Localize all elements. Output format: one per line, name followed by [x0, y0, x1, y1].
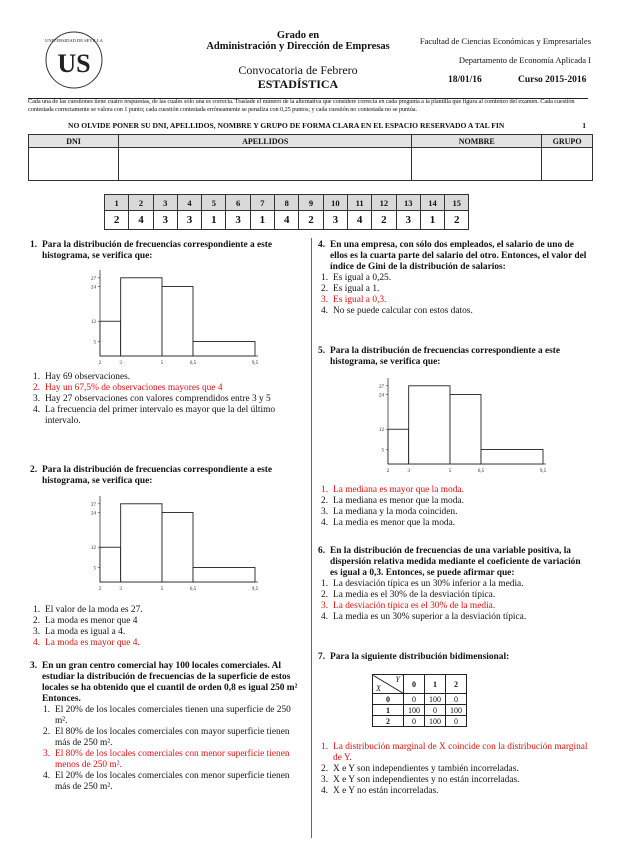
option-7-2[interactable]: 2. X e Y son independientes y también incorreladas.: [321, 764, 519, 774]
dni-field[interactable]: [29, 148, 119, 181]
y-tick-label: 24: [91, 511, 96, 517]
question-3-text: En un gran centro comercial hay 100 locales comerciales. Al estudiar la distribución de frecuencias de la superficie de estos locales se ha obtenido que el cuantil de orden 0,8 es igual 250 m² Entonces.: [42, 661, 298, 704]
table-corner: [373, 675, 404, 694]
question-7-options: [318, 742, 590, 797]
table-cell: 0: [425, 705, 446, 716]
answer-value: 2: [299, 211, 323, 230]
question-2-number: 2.: [30, 465, 38, 475]
question-2: [30, 465, 302, 487]
question-7-title: [318, 652, 590, 663]
y-tick-label: 5: [381, 448, 384, 454]
corner-x-label: X: [376, 684, 381, 693]
option-6-4[interactable]: 4. La media es un 30% superior a la desviación típica.: [321, 612, 527, 622]
question-5-title: [318, 346, 590, 368]
grupo-field[interactable]: [542, 148, 593, 181]
histogram-bar: [121, 278, 162, 356]
nombre-field[interactable]: [412, 148, 542, 181]
apellidos-header: APELLIDOS: [119, 135, 412, 148]
question-3: [30, 661, 302, 793]
question-4: [318, 240, 590, 317]
option-6-1[interactable]: 1. La desviación típica es un 30% inferior a la media.: [321, 579, 524, 589]
option-1-4[interactable]: 4. La frecuencia del primer intervalo es mayor que la del último intervalo.: [33, 405, 276, 426]
option-3-1[interactable]: 1. El 20% de los locales comerciales tienen una superficie de 250 m².: [43, 705, 291, 726]
option-5-4[interactable]: 4. La media es menor que la moda.: [321, 518, 456, 528]
histogram-q1: [70, 268, 260, 368]
col-header: 2: [446, 675, 467, 694]
answer-value: 3: [177, 211, 201, 230]
answer-number: 5: [202, 195, 226, 211]
option-5-3[interactable]: 3. La mediana y la moda coinciden.: [321, 507, 458, 517]
question-7-text: Para la siguiente distribución bidimensional:: [330, 652, 510, 662]
answer-value: 1: [250, 211, 274, 230]
option-1-2[interactable]: 2. Hay un 67,5% de observaciones mayores que 4: [33, 383, 223, 393]
histogram-bar: [388, 429, 409, 464]
exam-header: [28, 26, 591, 99]
instructions: Cada una de las cuestiones tiene cuatro respuestas, de las cuales sólo una es correcta. Traslade el número de la alternativa que considere correcta en cada pregunta a la plantilla que figura al comienzo del examen. Cada cuestión contestada correctamente se valora con 1 punto; cada cuestión contestada erróneamente se penaliza con 0,25 puntos; y cada cuestión no contestada no se puntúa.: [28, 98, 575, 113]
table-row: [373, 705, 467, 716]
answer-number: 10: [323, 195, 347, 211]
subject-title: ESTADÍSTICA: [257, 77, 339, 91]
y-tick-label: 12: [91, 320, 96, 326]
option-1-1[interactable]: 1. Hay 69 observaciones.: [33, 372, 131, 382]
histogram-bar: [193, 342, 255, 356]
table-row: [373, 694, 467, 705]
y-tick-label: 5: [93, 566, 96, 572]
option-6-3[interactable]: 3. La desviación típica es el 30% de la media.: [321, 601, 496, 611]
table-cell: 0: [404, 694, 425, 705]
col-header: 0: [404, 675, 425, 694]
answer-grid: [104, 194, 469, 230]
table-cell: 100: [446, 705, 467, 716]
x-tick-label: 5: [160, 361, 164, 366]
option-2-2[interactable]: 2. La moda es menor que 4: [33, 616, 138, 626]
answer-number: 14: [420, 195, 444, 211]
answer-number: 6: [226, 195, 250, 211]
answer-value: 4: [347, 211, 371, 230]
option-4-3[interactable]: 3. Es igual a 0,3.: [321, 295, 387, 305]
x-tick-label: 2: [386, 469, 390, 474]
table-cell: 0: [404, 716, 425, 727]
notice-text: NO OLVIDE PONER SU DNI, APELLIDOS, NOMBRE Y GRUPO DE FORMA CLARA EN EL ESPACIO RESERVADO A TAL FIN: [68, 121, 505, 130]
option-2-1[interactable]: 1. El valor de la moda es 27.: [33, 605, 143, 615]
question-4-title: [318, 240, 590, 273]
option-4-1[interactable]: 1. Es igual a 0,25.: [321, 273, 392, 283]
question-7-number: 7.: [318, 652, 326, 662]
table-row: [373, 716, 467, 727]
logo-mark: US: [57, 49, 91, 78]
option-3-4[interactable]: 4. El 20% de los locales comerciales con menor superficie tienen más de 250 m².: [43, 771, 290, 792]
histogram-bar: [481, 450, 543, 464]
question-1-number: 1.: [30, 240, 38, 250]
histogram-q5: [358, 376, 548, 476]
answer-value: 4: [129, 211, 153, 230]
course: Curso 2015-2016: [518, 75, 587, 85]
table-cell: 0: [446, 694, 467, 705]
option-2-4[interactable]: 4. La moda es mayor que 4.: [33, 638, 140, 648]
question-6-title: [318, 546, 590, 579]
answer-number: 9: [299, 195, 323, 211]
table-cell: 0: [446, 716, 467, 727]
answer-number: 2: [129, 195, 153, 211]
table-cell: 100: [425, 716, 446, 727]
histogram-bar: [100, 321, 121, 356]
convocatoria: Convocatoria de Febrero: [238, 63, 358, 77]
option-4-4[interactable]: 4. No se puede calcular con estos datos.: [321, 306, 473, 316]
question-1-options: [30, 372, 302, 427]
answer-number: 13: [396, 195, 420, 211]
column-divider: [311, 238, 312, 838]
y-tick-label: 24: [91, 285, 96, 291]
dni-header: DNI: [29, 135, 119, 148]
option-5-2[interactable]: 2. La mediana es menor que la moda.: [321, 496, 464, 506]
question-5-text: Para la distribución de frecuencias correspondiente a este histograma, se verifica que:: [330, 346, 561, 367]
answer-number: 8: [275, 195, 299, 211]
department: Departamento de Economía Aplicada I: [458, 55, 591, 65]
question-6-text: En la distribución de frecuencias de una variable positiva, la dispersión relativa medida mediante el coeficiente de variación es igual a 0,3. Entonces, se puede afirmar que:: [330, 546, 581, 578]
question-4-text: En una empresa, con sólo dos empleados, el salario de uno de ellos es la cuarta parte del salario del otro. Entonces, el valor del índice de Gini de la distribución de salarios:: [330, 240, 587, 272]
notice-number: 1: [582, 121, 586, 130]
question-6-number: 6.: [318, 546, 326, 556]
answer-value: 1: [420, 211, 444, 230]
answer-value: 3: [153, 211, 177, 230]
nombre-header: NOMBRE: [412, 135, 542, 148]
question-5-number: 5.: [318, 346, 326, 356]
histogram-bar: [121, 504, 162, 582]
histogram-bar: [162, 512, 193, 582]
corner-y-label: Y: [395, 675, 400, 684]
answer-value: 3: [396, 211, 420, 230]
question-2-options: [30, 605, 302, 649]
student-id-table: [28, 134, 593, 181]
question-1: [30, 240, 302, 262]
table-cell: 100: [425, 694, 446, 705]
answer-value: 2: [445, 211, 469, 230]
degree-line1: Grado en: [276, 30, 320, 41]
option-3-2[interactable]: 2. El 80% de los locales comerciales con mayor superficie tienen más de 250 m².: [43, 727, 290, 748]
answer-number: 4: [177, 195, 201, 211]
answer-value: 3: [323, 211, 347, 230]
answer-value: 1: [202, 211, 226, 230]
x-tick-label: 3: [119, 361, 122, 366]
x-tick-label: 6,5: [189, 361, 197, 366]
logo-text: UNIVERSIDAD DE SEVILLA: [45, 38, 103, 43]
x-tick-label: 6,5: [189, 587, 197, 592]
x-tick-label: 2: [98, 361, 102, 366]
histogram-bar: [162, 286, 193, 356]
x-tick-label: 9,5: [539, 469, 547, 474]
y-tick-label: 12: [91, 546, 96, 552]
question-7: [318, 652, 590, 663]
option-7-3[interactable]: 3. X e Y son independientes y no están incorreladas.: [321, 775, 520, 785]
bivariate-table: [372, 674, 467, 727]
histogram-q2: [70, 494, 260, 594]
option-4-2[interactable]: 2. Es igual a 1.: [321, 284, 380, 294]
y-tick-label: 27: [91, 502, 96, 508]
question-2-text: Para la distribución de frecuencias correspondiente a este histograma, se verifica que:: [42, 465, 273, 486]
question-1-title: [30, 240, 302, 262]
answer-number: 7: [250, 195, 274, 211]
university-logo: [38, 30, 110, 90]
answer-number: 3: [153, 195, 177, 211]
y-tick-label: 12: [379, 428, 384, 434]
x-tick-label: 3: [119, 587, 122, 592]
option-7-4[interactable]: 4. X e Y no están incorreladas.: [321, 786, 439, 796]
x-tick-label: 5: [160, 587, 164, 592]
y-tick-label: 5: [93, 340, 96, 346]
col-header: 1: [425, 675, 446, 694]
x-tick-label: 9,5: [251, 587, 259, 592]
histogram-bar: [450, 394, 481, 464]
answer-number: 15: [445, 195, 469, 211]
option-3-3[interactable]: 3. El 80% de los locales comerciales con menor superficie tienen menos de 250 m².: [43, 749, 290, 770]
x-tick-label: 5: [448, 469, 452, 474]
option-1-3[interactable]: 3. Hay 27 observaciones con valores comprendidos entre 3 y 5: [33, 394, 271, 404]
exam-date: 18/01/16: [448, 75, 482, 85]
question-5-options: [318, 485, 590, 529]
answer-value: 2: [372, 211, 396, 230]
apellidos-field[interactable]: [119, 148, 412, 181]
row-header: 0: [373, 694, 404, 705]
question-5: [318, 346, 590, 368]
histogram-bar: [193, 568, 255, 582]
question-2-title: [30, 465, 302, 487]
option-2-3[interactable]: 3. La moda es igual a 4.: [33, 627, 126, 637]
grupo-header: GRUPO: [542, 135, 593, 148]
answer-number: 1: [105, 195, 129, 211]
answer-value: 3: [226, 211, 250, 230]
question-4-number: 4.: [318, 240, 326, 250]
answer-value: 2: [105, 211, 129, 230]
degree-line2: Administración y Dirección de Empresas: [206, 41, 390, 52]
x-tick-label: 6,5: [477, 469, 485, 474]
answer-number: 12: [372, 195, 396, 211]
question-3-number: 3.: [30, 661, 38, 671]
row-header: 2: [373, 716, 404, 727]
option-6-2[interactable]: 2. La media es el 30% de la desviación típica.: [321, 590, 496, 600]
answer-number: 11: [347, 195, 371, 211]
option-5-1[interactable]: 1. La mediana es mayor que la moda.: [321, 485, 464, 495]
x-tick-label: 9,5: [251, 361, 259, 366]
question-1-text: Para la distribución de frecuencias correspondiente a este histograma, se verifica que:: [42, 240, 273, 261]
y-tick-label: 27: [379, 384, 384, 390]
option-7-1[interactable]: 1. La distribución marginal de X coincide con la distribución marginal de Y.: [321, 742, 588, 763]
table-cell: 100: [404, 705, 425, 716]
question-6: [318, 546, 590, 623]
y-tick-label: 27: [91, 276, 96, 282]
faculty: Facultad de Ciencias Económicas y Empresariales: [419, 36, 591, 46]
row-header: 1: [373, 705, 404, 716]
answer-value: 4: [275, 211, 299, 230]
x-tick-label: 3: [407, 469, 410, 474]
question-3-title: [30, 661, 302, 705]
histogram-bar: [409, 386, 450, 464]
histogram-bar: [100, 547, 121, 582]
x-tick-label: 2: [98, 587, 102, 592]
y-tick-label: 24: [379, 393, 384, 399]
